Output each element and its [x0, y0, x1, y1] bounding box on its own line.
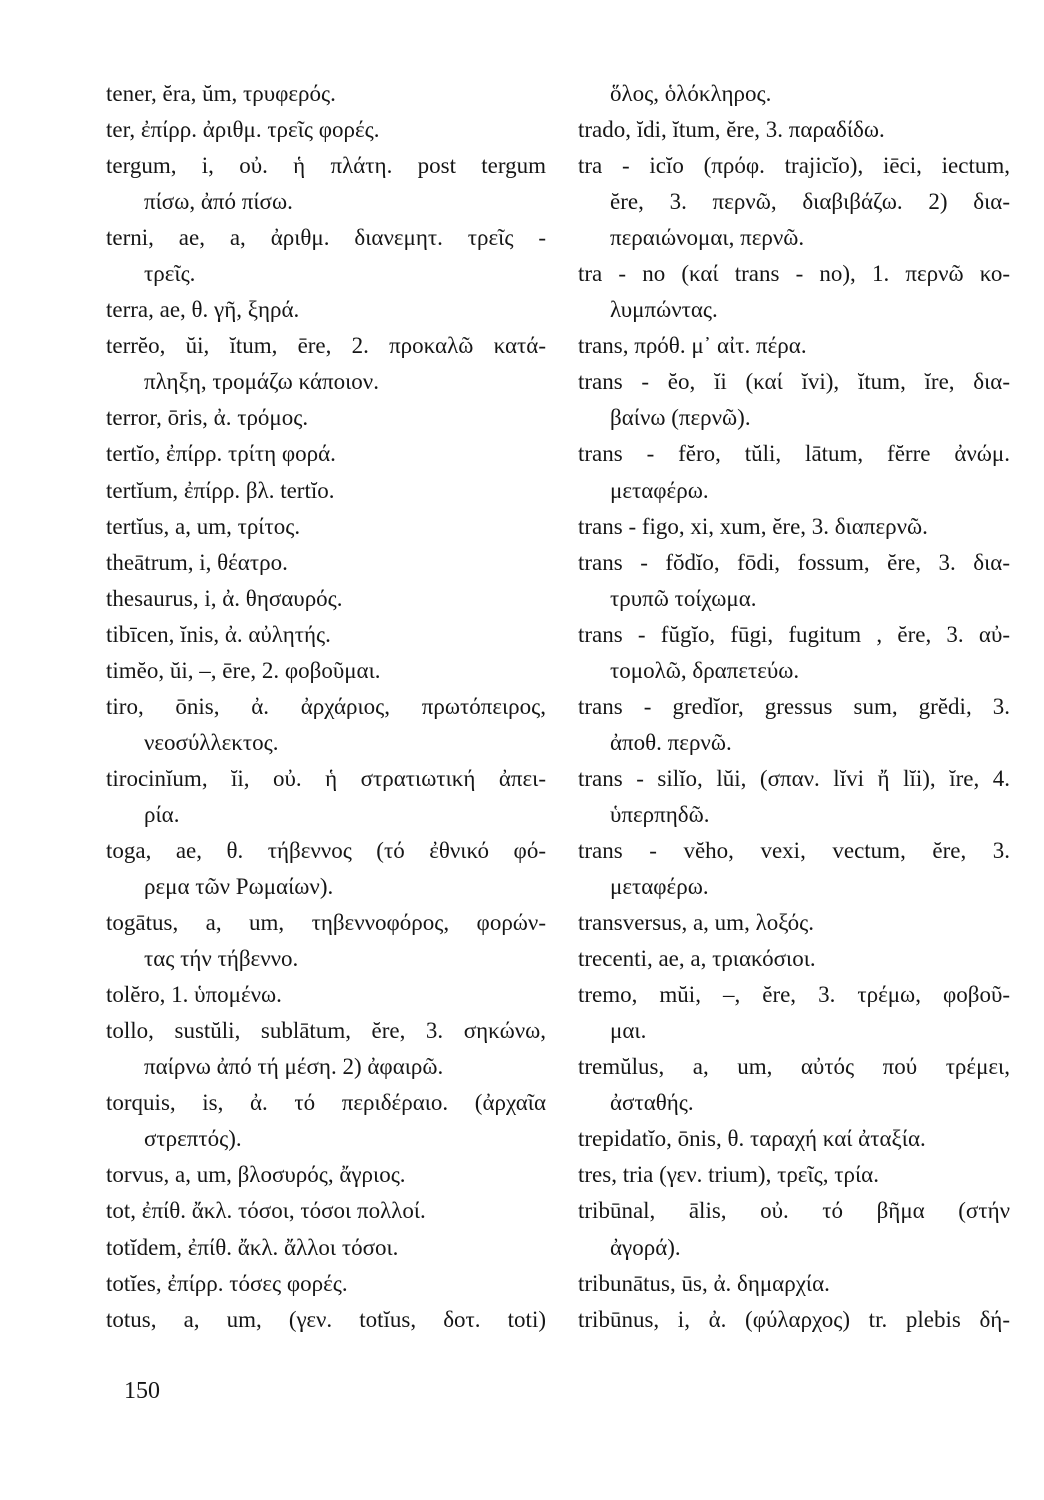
entry-continuation-line: ἀσταθής.	[610, 1090, 694, 1116]
entry-line: tot, ἐπίθ. ἄκλ. τόσοι, τόσοι πολλοί.	[106, 1198, 426, 1224]
entry-continuation-line: τρεῖς.	[144, 261, 196, 287]
entry-line: trans, πρόθ. μ᾽ αἰτ. πέρα.	[578, 333, 807, 359]
entry-line: trans - fĕro, tŭli, lātum, fĕrre ἀνώμ.	[578, 441, 1010, 467]
entry-line: tirocinĭum, ĭi, οὐ. ἡ στρατιωτική ἀπει-	[106, 765, 546, 791]
entry-line: tener, ĕra, ŭm, τρυφερός.	[106, 81, 336, 106]
entry-line: tra - no (καί trans - no), 1. περνῶ κο-	[578, 261, 1010, 287]
entry-line: trecenti, ae, a, τριακόσιοι.	[578, 946, 816, 972]
entry-continuation-line: ρία.	[144, 801, 180, 827]
entry-continuation-line: λυμπώντας.	[610, 297, 718, 323]
entry-line: trans - fŏdĭo, fōdi, fossum, ĕre, 3. δια-	[578, 549, 1010, 575]
entry-line: trepidatĭo, ōnis, θ. ταραχή καί ἀταξία.	[578, 1126, 926, 1152]
entry-line: tribūnal, ālis, οὐ. τό βῆμα (στήν	[578, 1198, 1010, 1224]
left-column	[106, 76, 546, 1338]
entry-line: tribunātus, ūs, ἀ. δημαρχία.	[578, 1270, 830, 1296]
entry-continuation-line: μεταφέρω.	[610, 874, 709, 900]
entry-line: trado, ĭdi, ĭtum, ĕre, 3. παραδίδω.	[578, 117, 885, 143]
entry-line: tribūnus, i, ἀ. (φύλαρχος) tr. plebis δή-	[578, 1306, 1010, 1332]
entry-line: tremŭlus, a, um, αὐτός πού τρέμει,	[578, 1054, 1010, 1080]
entry-continuation-line: ἀγορά).	[610, 1234, 681, 1260]
page-number: 150	[124, 1378, 160, 1404]
entry-line: tra - icĭo (πρόφ. trajicĭo), iēci, iectum,	[578, 153, 1010, 179]
entry-continuation-line: μαι.	[610, 1018, 647, 1044]
entry-line: tibīcen, ĭnis, ἀ. αὐλητής.	[106, 621, 331, 647]
entry-line: terrĕo, ŭi, ĭtum, ēre, 2. προκαλῶ κατά-	[106, 333, 546, 359]
entry-line: tiro, ōnis, ἀ. ἀρχάριος, πρωτόπειρος,	[106, 693, 546, 719]
entry-line: torvus, a, um, βλοσυρός, ἄγριος.	[106, 1162, 406, 1188]
entry-continuation-line: πίσω, ἀπό πίσω.	[144, 189, 293, 215]
entry-line: tertĭum, ἐπίρρ. βλ. tertĭo.	[106, 477, 335, 503]
entry-line: trans - fŭgĭo, fūgi, fugitum , ĕre, 3. αὐ-	[578, 621, 1010, 647]
entry-line: trans - silĭo, lŭi, (σπαν. lĭvi ἤ lĭi), ĭre, 4.	[578, 765, 1010, 791]
entry-line: thesaurus, i, ἀ. θησαυρός.	[106, 585, 343, 611]
entry-line: tergum, i, οὐ. ἡ πλάτη. post tergum	[106, 153, 546, 179]
right-column	[578, 76, 1010, 1338]
entry-line: tertĭo, ἐπίρρ. τρίτη φορά.	[106, 441, 336, 467]
entry-line: terror, ōris, ἀ. τρόμος.	[106, 405, 309, 431]
entry-continuation-line: τρυπῶ τοίχωμα.	[610, 585, 757, 611]
entry-line: tolĕro, 1. ὑπομένω.	[106, 982, 282, 1008]
entry-continuation-line: ρεμα τῶν Ρωμαίων).	[144, 874, 334, 900]
entry-continuation-line: ὑπερπηδῶ.	[610, 801, 710, 827]
entry-line: transversus, a, um, λοξός.	[578, 910, 814, 936]
entry-line: tollo, sustŭli, sublātum, ĕre, 3. σηκώνω,	[106, 1018, 546, 1044]
entry-line: theātrum, i, θέατρο.	[106, 549, 288, 575]
entry-line: totus, a, um, (γεν. totĭus, δοτ. toti)	[106, 1306, 546, 1332]
entry-line: tremo, mŭi, –, ĕre, 3. τρέμω, φοβοῦ-	[578, 982, 1010, 1008]
entry-line: toga, ae, θ. τήβεννος (τό ἐθνικό φό-	[106, 837, 546, 863]
entry-line: tres, tria (γεν. trium), τρεῖς, τρία.	[578, 1162, 879, 1188]
entry-line: totĭdem, ἐπίθ. ἄκλ. ἄλλοι τόσοι.	[106, 1234, 399, 1260]
entry-line: trans - ĕo, ĭi (καί ĭvi), ĭtum, ĭre, δια-	[578, 369, 1010, 395]
entry-line: trans - vĕho, vexi, vectum, ĕre, 3.	[578, 837, 1010, 863]
entry-continuation-line: τας τήν τήβεννο.	[144, 946, 299, 972]
entry-line: trans - gredĭor, gressus sum, grĕdi, 3.	[578, 693, 1010, 719]
entry-line: ter, ἐπίρρ. ἀριθμ. τρεῖς φορές.	[106, 117, 380, 143]
entry-continuation-line: περαιώνομαι, περνῶ.	[610, 225, 805, 251]
entry-continuation-line: στρεπτός).	[144, 1126, 242, 1152]
entry-continuation-line: τομολῶ, δραπετεύω.	[610, 657, 800, 683]
entry-line: timĕo, ŭi, –, ēre, 2. φοβοῦμαι.	[106, 657, 381, 683]
entry-line: tertĭus, a, um, τρίτος.	[106, 513, 301, 539]
entry-line: trans - figo, xi, xum, ĕre, 3. διαπερνῶ.	[578, 513, 928, 539]
entry-continuation-line: νεοσύλλεκτος.	[144, 729, 279, 755]
entry-continuation-line: ĕre, 3. περνῶ, διαβιβάζω. 2) δια-	[610, 189, 1010, 215]
entry-line: terni, ae, a, ἀριθμ. διανεμητ. τρεῖς -	[106, 225, 546, 251]
entry-continuation-line: μεταφέρω.	[610, 477, 709, 503]
entry-line: terra, ae, θ. γῆ, ξηρά.	[106, 297, 300, 323]
entry-line: torquis, is, ἀ. τό περιδέραιο. (ἀρχαῖα	[106, 1090, 546, 1116]
entry-continuation-line: ὅλος, ὁλόκληρος.	[610, 81, 772, 106]
entry-continuation-line: βαίνω (περνῶ).	[610, 405, 751, 431]
entry-line: togātus, a, um, τηβεννοφόρος, φορών-	[106, 910, 546, 936]
entry-continuation-line: ἀποθ. περνῶ.	[610, 729, 732, 755]
entry-continuation-line: παίρνω ἀπό τή μέση. 2) ἀφαιρῶ.	[144, 1054, 444, 1080]
entry-continuation-line: πληξη, τρομάζω κάποιον.	[144, 369, 379, 395]
entry-line: totĭes, ἐπίρρ. τόσες φορές.	[106, 1270, 348, 1296]
